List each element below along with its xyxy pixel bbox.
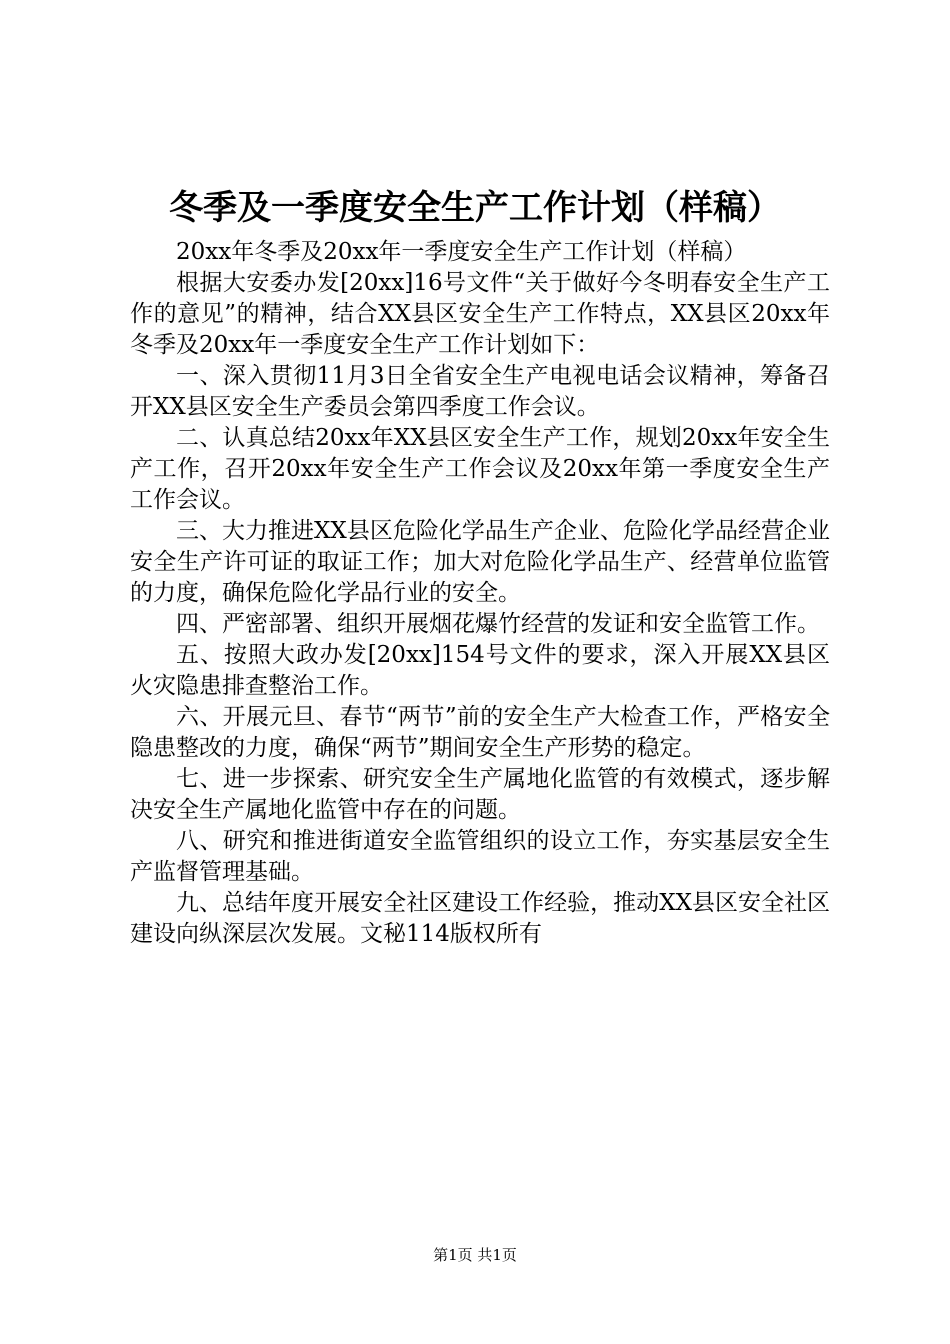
paragraph-item-2: 二、认真总结20xx年XX县区安全生产工作，规划20xx年安全生产工作，召开20xx年安全生产工作会议及20xx年第一季度安全生产工作会议。 <box>130 425 830 513</box>
paragraph-item-9: 九、总结年度开展安全社区建设工作经验，推动XX县区安全社区建设向纵深层次发展。文秘114版权所有 <box>130 890 830 947</box>
paragraph-subtitle: 20xx年冬季及20xx年一季度安全生产工作计划（样稿） <box>176 239 747 265</box>
paragraph-item-4: 四、严密部署、组织开展烟花爆竹经营的发证和安全监管工作。 <box>176 611 820 637</box>
document-title: 冬季及一季度安全生产工作计划（样稿） <box>169 188 781 228</box>
paragraph-item-8: 八、研究和推进街道安全监管组织的设立工作，夯实基层安全生产监督管理基础。 <box>130 828 830 885</box>
paragraph-item-5: 五、按照大政办发[20xx]154号文件的要求，深入开展XX县区火灾隐患排查整治工作。 <box>130 642 830 699</box>
page-number-footer: 第1页 共1页 <box>433 1246 517 1264</box>
paragraph-item-6: 六、开展元旦、春节“两节”前的安全生产大检查工作，严格安全隐患整改的力度，确保“两节”期间安全生产形势的稳定。 <box>130 704 830 761</box>
paragraph-item-3: 三、大力推进XX县区危险化学品生产企业、危险化学品经营企业安全生产许可证的取证工作；加大对危险化学品生产、经营单位监管的力度，确保危险化学品行业的安全。 <box>130 518 830 606</box>
paragraph-item-1: 一、深入贯彻11月3日全省安全生产电视电话会议精神，筹备召开XX县区安全生产委员会第四季度工作会议。 <box>130 363 830 420</box>
paragraph-item-7: 七、进一步探索、研究安全生产属地化监管的有效模式，逐步解决安全生产属地化监管中存在的问题。 <box>130 766 830 823</box>
paragraph-intro: 根据大安委办发[20xx]16号文件“关于做好今冬明春安全生产工作的意见”的精神，结合XX县区安全生产工作特点，XX县区20xx年冬季及20xx年一季度安全生产工作计划如下： <box>130 270 830 358</box>
document-body <box>130 237 830 950</box>
